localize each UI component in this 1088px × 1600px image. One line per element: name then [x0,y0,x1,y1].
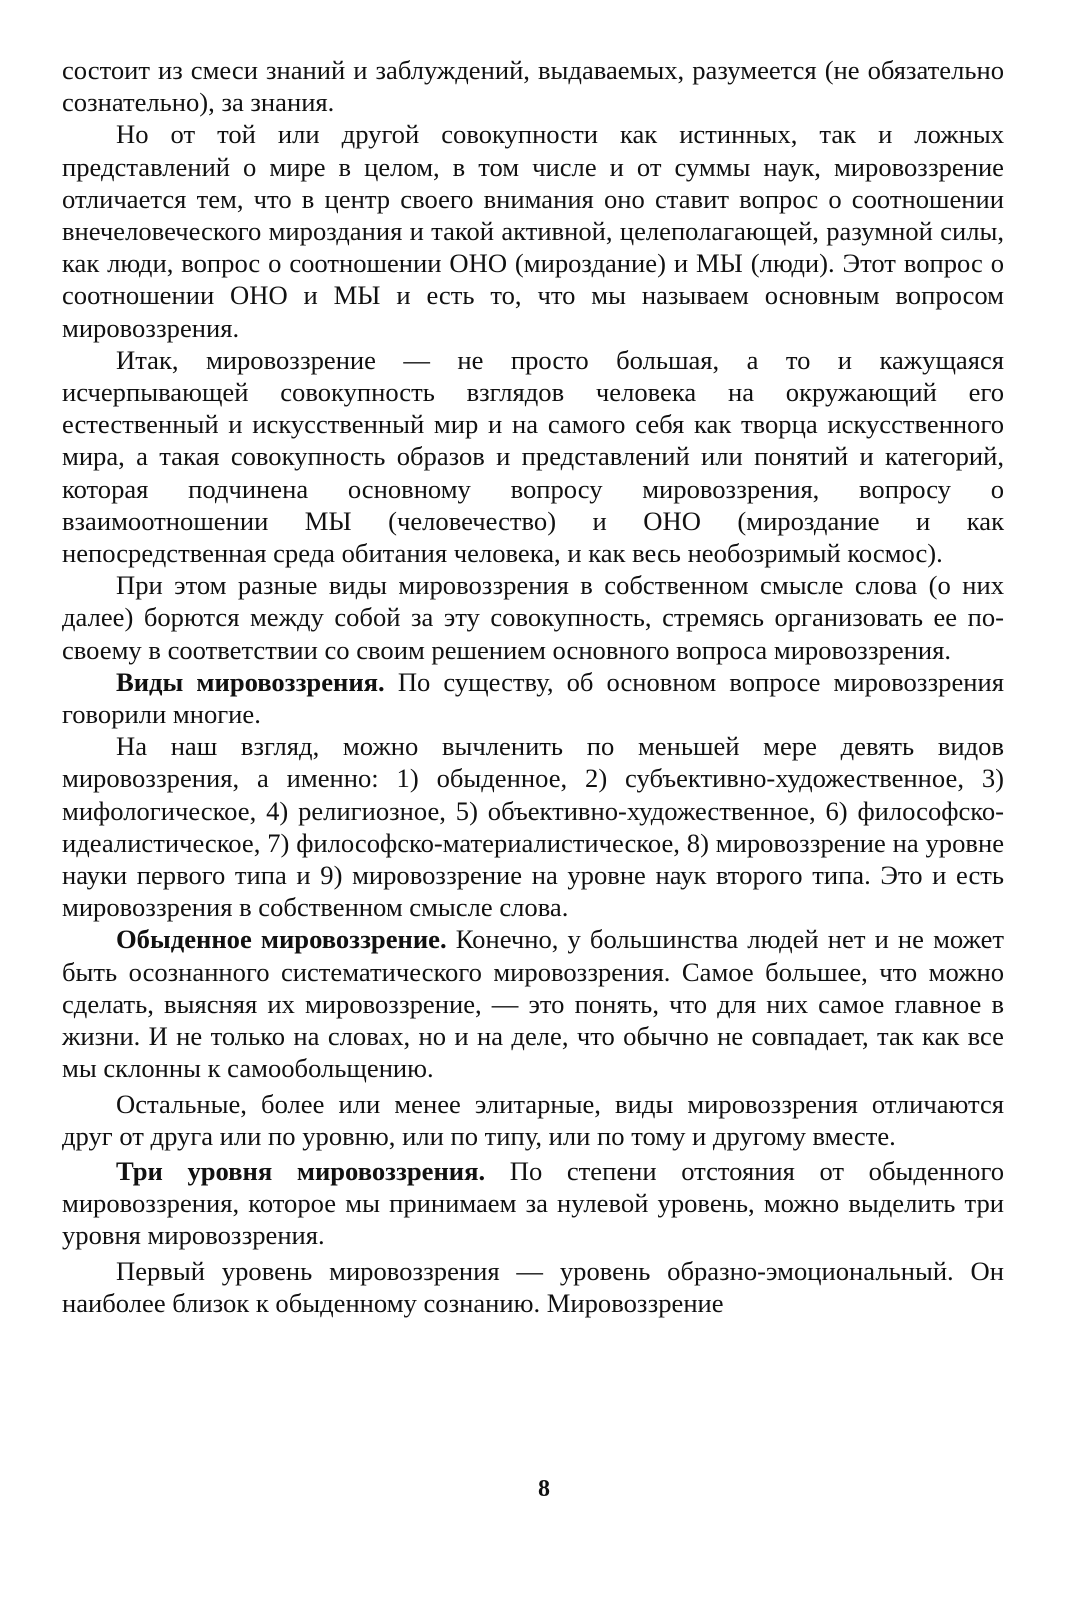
paragraph-2 [62,118,1004,343]
paragraph-5-text: По существу, об основном вопросе мировоззрения говорили многие. [62,666,1004,730]
paragraph-6 [62,730,1004,923]
paragraph-7-text: Конечно, у большинства людей нет и не может быть осознанного систематического мировоззрения. Самое большее, что можно сделать, выясняя их мировоззрение, — это понять, что для них самое главное в жизни. И не только на словах, но и на деле, что обычно не совпадает, так как все мы склонны к самообольщению. [62,924,1005,1084]
paragraph-8 [62,1088,1004,1152]
paragraph-2-text: Но от той или другой совокупности как истинных, так и ложных представлений о мире в целом, в том числе и от суммы наук, мировоззрение отличается тем, что в центр своего внимания оно ставит вопрос о соотношении внечеловеческого мироздания и такой активной, целеполагающей, разумной силы, как люди, вопрос о соотношении ОНО (мироздание) и МЫ (люди). Этот вопрос о соотношении ОНО и МЫ и есть то, что мы называем основным вопросом мировоззрения. [62,119,1004,343]
paragraph-9 [62,1155,1004,1252]
page-body [62,54,1004,1319]
paragraph-3-text: Итак, мировоззрение — не просто большая, а то и кажущаяся исчерпывающей совокупность взглядов человека на окружающий его естественный и искусственный мир и на самого себя как творца искусственного мира, а такая совокупность образов и представлений или понятий и категорий, которая подчинена основному вопросу мировоззрения, вопросу о взаимоотношении МЫ (человечество) и ОНО (мироздание и как непосредственная среда обитания человека, и как весь необозримый космос). [62,344,1004,569]
paragraph-6-text: На наш взгляд, можно вычленить по меньшей мере девять видов мировоззрения, а именно: 1) обыденное, 2) субъективно-художественное, 3) мифологическое, 4) религиозное, 5) объективно-художественное, 6) философско-идеалистическое, 7) философско-материалистическое, 8) мировоззрение на уровне науки первого типа и 9) мировоззрение на уровне наук второго типа. Это и есть мировоззрения в собственном смысле слова. [62,731,1004,923]
paragraph-5 [62,666,1004,730]
paragraph-10-text: Первый уровень мировоззрения — уровень образно-эмоциональный. Он наиболее близок к обыденному сознанию. Мировоззрение [62,1255,1004,1318]
page-number: 8 [538,1476,550,1502]
paragraph-3 [62,344,1004,569]
section-heading-levels: Три уровня мировоззрения. [116,1155,486,1186]
paragraph-10 [62,1255,1004,1319]
paragraph-9-text: По степени отстояния от обыденного мировоззрения, которое мы принимаем за нулевой уровень, можно выделить три уровня мировоззрения. [62,1155,1004,1251]
paragraph-1-text: состоит из смеси знаний и заблуждений, выдаваемых, разумеется (не обязательно сознательно), за знания. [62,55,1004,118]
paragraph-8-text: Остальные, более или менее элитарные, виды мировоззрения отличаются друг от друга или по уровню, или по типу, или по тому и другому вместе. [62,1088,1004,1151]
section-heading-everyday: Обыденное мировоззрение. [116,924,447,955]
paragraph-1 [62,54,1004,118]
paragraph-4-text: При этом разные виды мировоззрения в собственном смысле слова (о них далее) борются между собой за эту совокупность, стремясь организовать ее по-своему в соответствии со своим решением основного вопроса мировоззрения. [62,570,1004,665]
section-heading-types: Виды мировоззрения. [116,666,385,697]
paragraph-4 [62,569,1004,666]
paragraph-7 [62,923,1004,1084]
